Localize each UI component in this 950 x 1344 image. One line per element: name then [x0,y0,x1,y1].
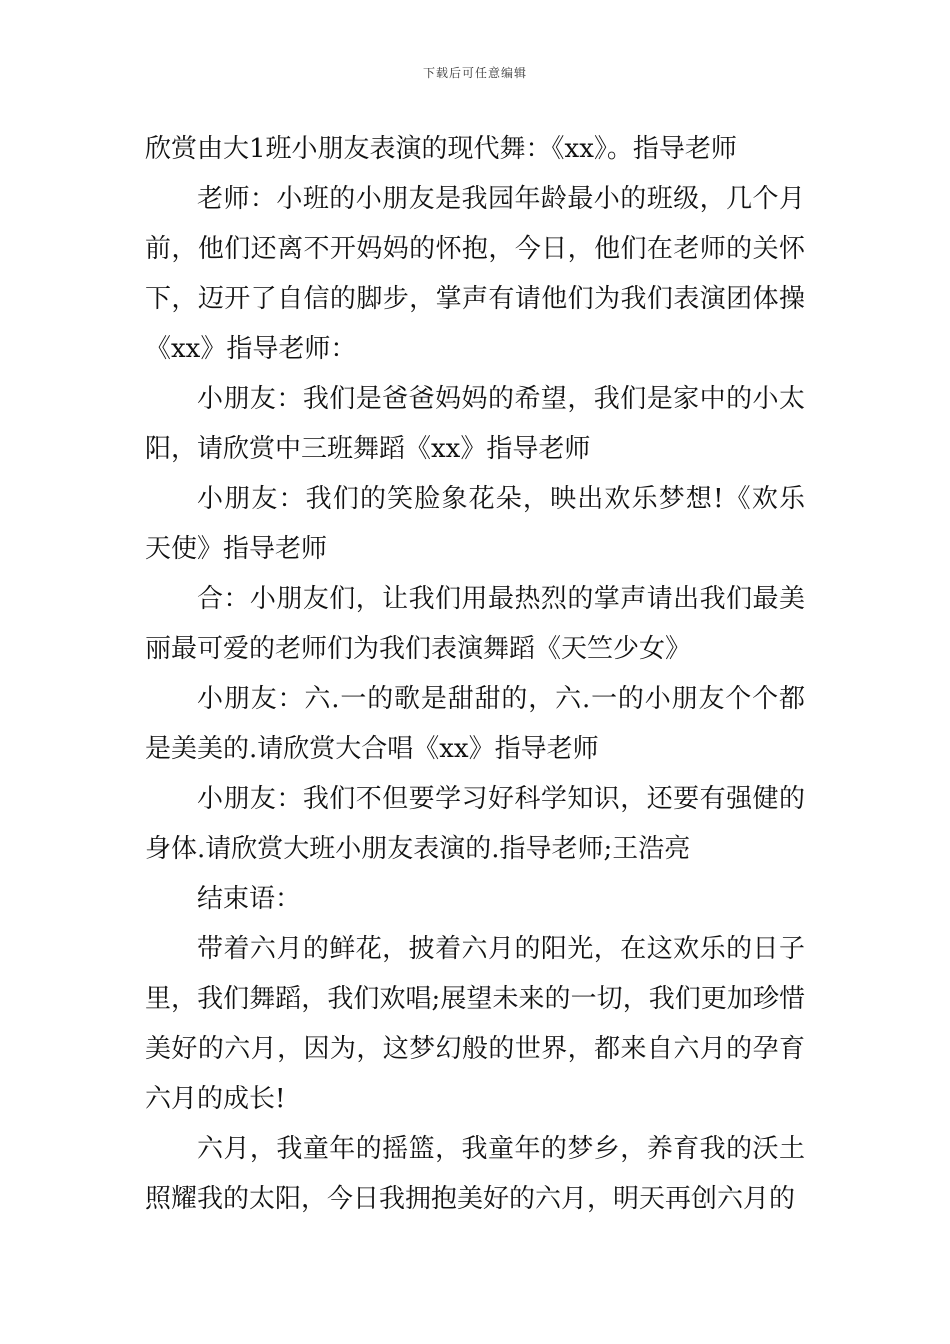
paragraph-3: 小朋友：我们是爸爸妈妈的希望，我们是家中的小太阳，请欣赏中三班舞蹈《xx》指导老师 [145,384,805,464]
paragraph-7: 小朋友：我们不但要学习好科学知识，还要有强健的身体.请欣赏大班小朋友表演的.指导老师;王浩亮 [145,784,805,864]
page-header: 下载后可任意编辑 [422,66,527,80]
paragraph-5: 合：小朋友们，让我们用最热烈的掌声请出我们最美丽最可爱的老师们为我们表演舞蹈《天竺少女》 [145,584,805,664]
paragraph-10: 六月，我童年的摇篮，我童年的梦乡，养育我的沃土照耀我的太阳，今日我拥抱美好的六月，明天再创六月的 [145,1134,805,1214]
document-body [145,124,805,1224]
paragraph-2: 老师：小班的小朋友是我园年龄最小的班级，几个月前，他们还离不开妈妈的怀抱，今日，他们在老师的关怀下，迈开了自信的脚步，掌声有请他们为我们表演团体操《xx》指导老师： [145,184,805,364]
paragraph-9: 带着六月的鲜花，披着六月的阳光，在这欢乐的日子里，我们舞蹈，我们欢唱;展望未来的一切，我们更加珍惜美好的六月，因为，这梦幻般的世界，都来自六月的孕育六月的成长! [145,934,805,1114]
paragraph-4: 小朋友：我们的笑脸象花朵，映出欢乐梦想!《欢乐天使》指导老师 [145,484,805,564]
paragraph-8: 结束语： [197,884,302,914]
paragraph-6: 小朋友：六.一的歌是甜甜的，六.一的小朋友个个都是美美的.请欣赏大合唱《xx》指导老师 [145,684,805,764]
paragraph-1: 欣赏由大1班小朋友表演的现代舞：《xx》。指导老师 [145,134,737,164]
